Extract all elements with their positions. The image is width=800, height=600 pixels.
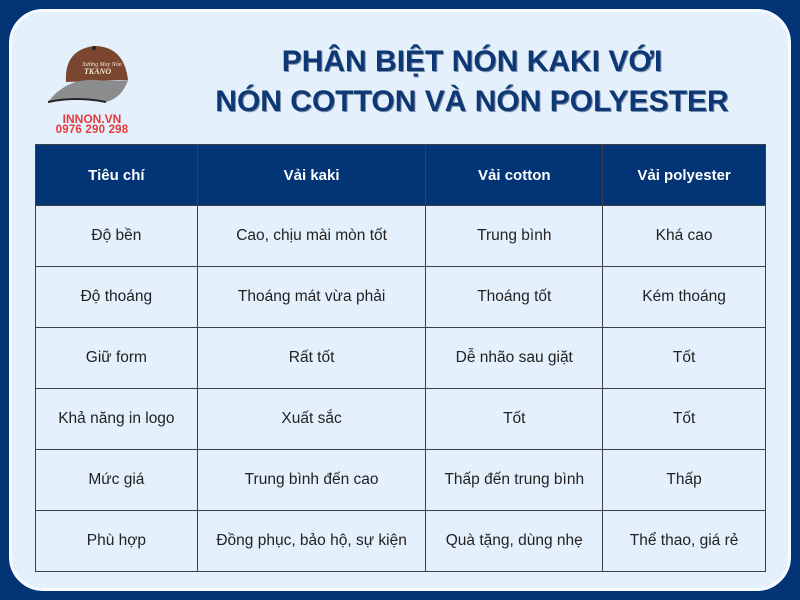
cell-polyester: Kém thoáng	[603, 267, 766, 328]
page-title	[172, 42, 772, 122]
title-line-1: PHÂN BIỆT NÓN KAKI VỚI	[281, 45, 663, 78]
brand-text	[42, 114, 142, 136]
cell-kaki: Thoáng mát vừa phải	[197, 267, 426, 328]
header-kaki: Vải kaki	[197, 145, 426, 206]
title-line-2: NÓN COTTON VÀ NÓN POLYESTER	[215, 85, 729, 118]
brand-name: INNON.VN	[62, 112, 122, 126]
header-polyester: Vải polyester	[603, 145, 766, 206]
cell-polyester: Tốt	[603, 328, 766, 389]
brand-phone: 0976 290 298	[55, 124, 129, 136]
table-header-row	[36, 145, 766, 206]
cell-kaki: Cao, chịu mài mòn tốt	[197, 206, 426, 267]
cell-cotton: Dễ nhão sau giặt	[426, 328, 603, 389]
table-row	[36, 267, 766, 328]
cell-kaki: Đồng phục, bảo hộ, sự kiện	[197, 511, 426, 572]
comparison-table	[35, 144, 766, 572]
cell-polyester: Khá cao	[603, 206, 766, 267]
cell-kaki: Xuất sắc	[197, 389, 426, 450]
cell-criteria: Độ thoáng	[36, 267, 198, 328]
header-criteria: Tiêu chí	[36, 145, 198, 206]
cell-kaki: Trung bình đến cao	[197, 450, 426, 511]
cell-kaki: Rất tốt	[197, 328, 426, 389]
cell-polyester: Tốt	[603, 389, 766, 450]
svg-text:TKANO: TKANO	[84, 67, 112, 76]
table-row	[36, 450, 766, 511]
svg-text:Xưởng May Nón: Xưởng May Nón	[82, 62, 122, 68]
cell-criteria: Phù hợp	[36, 511, 198, 572]
cell-cotton: Quà tặng, dùng nhẹ	[426, 511, 603, 572]
cell-criteria: Độ bền	[36, 206, 198, 267]
table-row	[36, 511, 766, 572]
table-row	[36, 206, 766, 267]
cell-cotton: Thấp đến trung bình	[426, 450, 603, 511]
cell-criteria: Khả năng in logo	[36, 389, 198, 450]
cell-criteria: Mức giá	[36, 450, 198, 511]
cell-cotton: Tốt	[426, 389, 603, 450]
cell-criteria: Giữ form	[36, 328, 198, 389]
cap-icon	[46, 40, 136, 112]
brand-logo	[42, 40, 137, 135]
header-cotton: Vải cotton	[426, 145, 603, 206]
cell-polyester: Thể thao, giá rẻ	[603, 511, 766, 572]
table-row	[36, 328, 766, 389]
table-row	[36, 389, 766, 450]
cell-cotton: Thoáng tốt	[426, 267, 603, 328]
cell-polyester: Thấp	[603, 450, 766, 511]
cell-cotton: Trung bình	[426, 206, 603, 267]
